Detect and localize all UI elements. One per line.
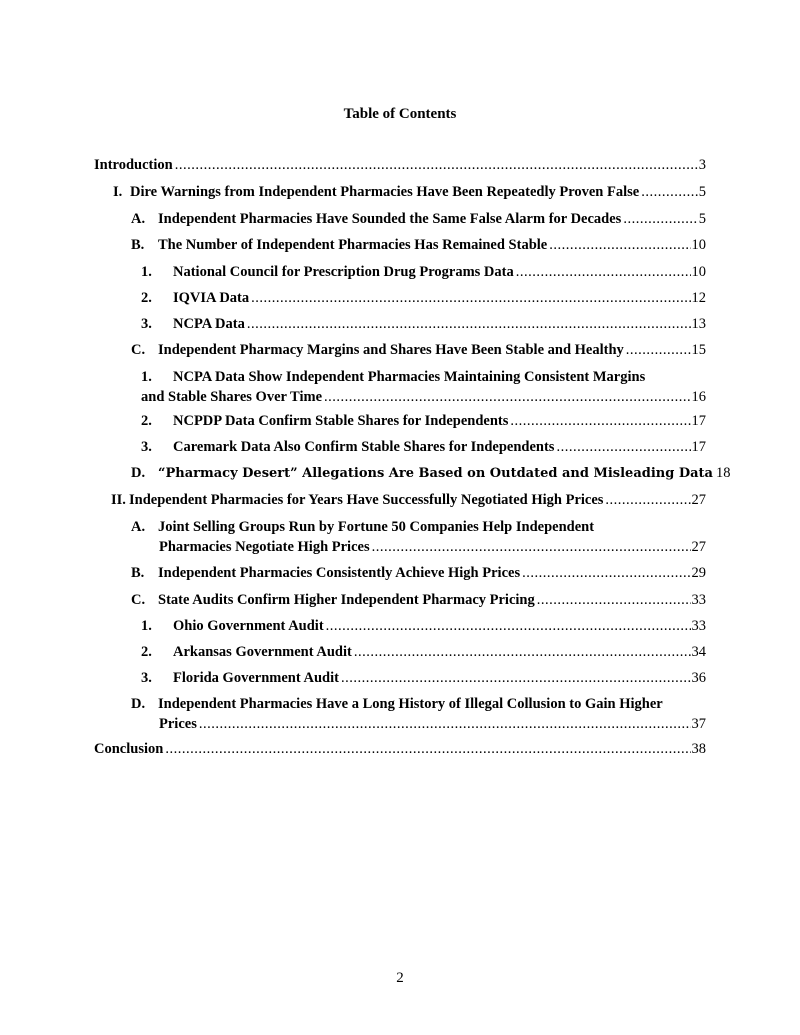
toc-entry-text-continued: Pharmacies Negotiate High Prices <box>159 539 370 555</box>
toc-entry-number: 3. <box>141 316 152 332</box>
toc-entry-number: C. <box>131 592 146 608</box>
toc-page-number: 27 <box>691 492 706 508</box>
toc-page-number: 33 <box>691 592 706 608</box>
toc-entry-section-2c[interactable] <box>131 590 706 610</box>
toc-entry-text: NCPDP Data Confirm Stable Shares for Independents <box>173 413 509 429</box>
toc-entry-number: I. <box>113 184 123 200</box>
toc-entry-number: D. <box>131 465 146 481</box>
toc-entry-text: Ohio Government Audit <box>173 618 324 634</box>
dot-leader <box>324 387 690 407</box>
toc-entry-text: Independent Pharmacy Margins and Shares Have Been Stable and Healthy <box>158 342 624 358</box>
toc-entry-section-1c2[interactable] <box>141 411 706 431</box>
toc-entry-number: B. <box>131 237 145 253</box>
dot-leader <box>199 714 691 734</box>
toc-entry-section-1c1[interactable] <box>141 367 706 407</box>
toc-entry-text: Independent Pharmacies for Years Have Successfully Negotiated High Prices <box>129 492 604 508</box>
toc-entry-number: B. <box>131 565 145 581</box>
toc-entry-text: NCPA Data <box>173 316 245 332</box>
toc-entry-text: State Audits Confirm Higher Independent Pharmacy Pricing <box>158 592 535 608</box>
toc-entry-text: NCPA Data Show Independent Pharmacies Maintaining Consistent Margins <box>173 369 646 385</box>
toc-page-number: 37 <box>691 716 706 732</box>
toc-entry-text: Florida Government Audit <box>173 670 339 686</box>
toc-entry-number: 2. <box>141 644 152 660</box>
toc-entry-text: Introduction <box>94 157 173 173</box>
dot-leader <box>626 340 691 360</box>
toc-page-number: 27 <box>691 539 706 555</box>
dot-leader <box>605 490 690 510</box>
toc-entry-section-1b2[interactable] <box>141 288 706 308</box>
toc-entry-text: The Number of Independent Pharmacies Has Remained Stable <box>158 237 548 253</box>
toc-entry-text: Independent Pharmacies Have a Long History of Illegal Collusion to Gain Higher <box>158 696 663 712</box>
dot-leader <box>372 537 691 557</box>
toc-page-number: 5 <box>698 184 706 200</box>
toc-entry-section-2d[interactable] <box>131 694 706 734</box>
dot-leader <box>522 563 690 583</box>
dot-leader <box>175 155 698 175</box>
toc-entry-number: 2. <box>141 290 152 306</box>
toc-page-number: 17 <box>691 439 706 455</box>
toc-entry-section-2c2[interactable] <box>141 642 706 662</box>
toc-page-number: 17 <box>691 413 706 429</box>
dot-leader <box>516 262 691 282</box>
toc-entry-text: Independent Pharmacies Have Sounded the Same False Alarm for Decades <box>158 211 622 227</box>
toc-entry-section-1b1[interactable] <box>141 262 706 282</box>
dot-leader <box>641 182 698 202</box>
toc-entry-conclusion[interactable] <box>94 739 706 759</box>
toc-entry-number: A. <box>131 519 146 535</box>
toc-page-number: 3 <box>698 157 706 173</box>
dot-leader <box>165 739 690 759</box>
toc-entry-number: 1. <box>141 264 152 280</box>
dot-leader <box>556 437 690 457</box>
toc-entry-section-1d[interactable] <box>131 463 731 484</box>
toc-page-number: 10 <box>691 237 706 253</box>
toc-entry-section-2a[interactable] <box>131 517 706 557</box>
toc-entry-text: Joint Selling Groups Run by Fortune 50 Companies Help Independent <box>158 519 595 535</box>
toc-entry-text: Dire Warnings from Independent Pharmacies Have Been Repeatedly Proven False <box>130 184 640 200</box>
toc-page-number: 15 <box>691 342 706 358</box>
toc-entry-section-2c3[interactable] <box>141 668 706 688</box>
toc-entry-text: National Council for Prescription Drug Programs Data <box>173 264 514 280</box>
dot-leader <box>247 314 691 334</box>
toc-page-number: 16 <box>691 389 706 405</box>
toc-entry-section-2[interactable] <box>111 490 706 510</box>
toc-entry-number: D. <box>131 696 146 712</box>
toc-page-number: 33 <box>691 618 706 634</box>
toc-entry-number: 1. <box>141 369 152 385</box>
toc-entry-number: 2. <box>141 413 152 429</box>
toc-entry-introduction[interactable] <box>94 155 706 175</box>
toc-page-number: 34 <box>691 644 706 660</box>
toc-entry-text: Conclusion <box>94 741 164 757</box>
toc-entry-number: 3. <box>141 439 152 455</box>
dot-leader <box>510 411 690 431</box>
toc-page-number: 29 <box>691 565 706 581</box>
toc-entry-section-1c3[interactable] <box>141 437 706 457</box>
dot-leader <box>549 235 690 255</box>
toc-page-number: 10 <box>691 264 706 280</box>
toc-page-number: 36 <box>691 670 706 686</box>
toc-page-number: 38 <box>691 741 706 757</box>
toc-entry-section-1b[interactable] <box>131 235 706 255</box>
dot-leader <box>354 642 691 662</box>
toc-entry-text: Arkansas Government Audit <box>173 644 352 660</box>
toc-entry-number: II. <box>111 492 126 508</box>
toc-entry-section-1a[interactable] <box>131 209 706 229</box>
dot-leader <box>623 209 697 229</box>
toc-entry-text: Independent Pharmacies Consistently Achieve High Prices <box>158 565 521 581</box>
dot-leader <box>251 288 690 308</box>
toc-page-number: 18 <box>715 465 731 481</box>
toc-page-number: 12 <box>691 290 706 306</box>
toc-entry-section-1c[interactable] <box>131 340 706 360</box>
toc-page-number: 5 <box>698 211 706 227</box>
toc-entry-section-1b3[interactable] <box>141 314 706 334</box>
page-number: 2 <box>396 970 404 986</box>
toc-entry-text-continued: and Stable Shares Over Time <box>141 389 323 405</box>
toc-entry-number: 3. <box>141 670 152 686</box>
toc-entry-section-2c1[interactable] <box>141 616 706 636</box>
toc-entry-section-1[interactable] <box>113 182 706 202</box>
toc-entry-text: “Pharmacy Desert” Allegations Are Based on Outdated and Misleading Data <box>158 466 713 481</box>
toc-entry-section-2b[interactable] <box>131 563 706 583</box>
toc-entry-number: A. <box>131 211 146 227</box>
toc-entry-number: C. <box>131 342 146 358</box>
toc-page-number: 13 <box>691 316 706 332</box>
toc-entry-text: Caremark Data Also Confirm Stable Shares for Independents <box>173 439 555 455</box>
page-title: Table of Contents <box>343 106 457 122</box>
toc-entry-text: IQVIA Data <box>173 290 250 306</box>
dot-leader <box>537 590 691 610</box>
toc-entry-text-continued: Prices <box>159 716 197 732</box>
dot-leader <box>341 668 691 688</box>
toc-entry-number: 1. <box>141 618 152 634</box>
dot-leader <box>326 616 691 636</box>
